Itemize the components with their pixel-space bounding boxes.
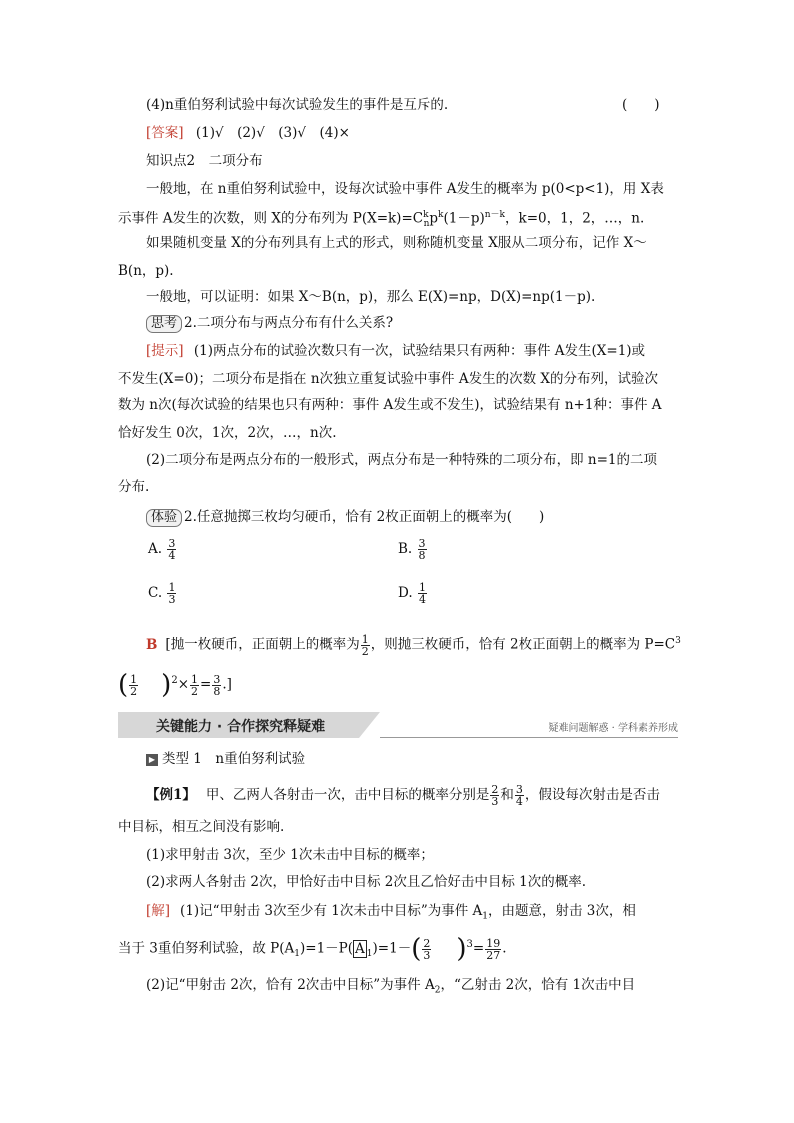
solution-frac-b bbox=[485, 938, 501, 961]
solution-sub-2: 1 bbox=[294, 949, 301, 960]
example-1-text-2: ，假设每次射击是否击 bbox=[524, 787, 660, 803]
answer-label: [答案] bbox=[146, 125, 184, 141]
example-fraction-2-num: 3 bbox=[515, 783, 523, 796]
experience-solution-sup: 3 bbox=[675, 636, 681, 646]
option-a-num: 3 bbox=[168, 537, 176, 550]
solution-equals: = bbox=[200, 676, 212, 693]
solution-fraction-1-den: 2 bbox=[361, 644, 369, 658]
solution-line-1 bbox=[146, 902, 636, 926]
solution-frac-b-num: 19 bbox=[486, 936, 501, 950]
section-title: 关键能力 · 合作探究释疑难 bbox=[156, 719, 326, 735]
kp2-paragraph-1b bbox=[118, 206, 644, 233]
solution-line-2 bbox=[118, 936, 507, 963]
solution-sub-3: 1 bbox=[366, 949, 373, 960]
kp2-paragraph-1a: 一般地，在 n重伯努利试验中，设每次试验中事件 A发生的概率为 p(0<p<1)，用 X表 bbox=[146, 181, 664, 197]
solution-fraction-4-num: 3 bbox=[213, 672, 221, 686]
solution-complement-a: A bbox=[355, 940, 365, 957]
solution-text-3b: ，“乙射击 2次，恰有 1次击中目 bbox=[440, 977, 636, 993]
think-text: 2.二项分布与两点分布有什么关系? bbox=[184, 315, 394, 331]
solution-sub-4: 2 bbox=[434, 985, 441, 996]
kp2-end: ，k=0，1，2，…，n. bbox=[505, 210, 645, 227]
section-divider bbox=[380, 737, 678, 738]
play-triangle-icon: ▶ bbox=[146, 754, 158, 766]
solution-end-dot: . bbox=[502, 940, 507, 957]
option-a-den: 4 bbox=[168, 549, 176, 562]
solution-text-2b: )=1－P( bbox=[300, 940, 354, 957]
hint-text-1: (1)两点分布的试验次数只有一次，试验结果只有两种：事件 A发生(X=1)或 bbox=[193, 343, 646, 359]
solution-fraction-2-den: 2 bbox=[130, 684, 138, 698]
option-c-num: 1 bbox=[168, 581, 176, 594]
type-1-heading bbox=[146, 750, 305, 768]
solution-text-3a: (2)记“甲射击 2次，恰有 2次击中目标”为事件 A bbox=[146, 977, 435, 993]
hint-line-3: 数为 n次(每次试验的结果也只有两种：事件 A发生或不发生)，试验结果有 n+1种：事件 A bbox=[118, 397, 662, 413]
solution-text-2a: 当于 3重伯努利试验，故 P(A bbox=[118, 940, 295, 957]
think-line bbox=[146, 314, 393, 333]
solution-fraction-4-den: 8 bbox=[213, 684, 221, 698]
option-b-num: 3 bbox=[418, 537, 426, 550]
kp2-paragraph-2a: 如果随机变量 X的分布列具有上式的形式，则称随机变量 X服从二项分布，记作 X～ bbox=[146, 235, 647, 251]
option-d-den: 4 bbox=[418, 593, 426, 606]
solution-sub-1: 1 bbox=[482, 911, 489, 922]
hint-line-1 bbox=[146, 342, 645, 360]
option-b-den: 8 bbox=[418, 549, 426, 562]
solution-fraction-1-num: 1 bbox=[361, 632, 369, 646]
solution-left-paren: ( bbox=[411, 934, 422, 964]
kp2-p: p bbox=[429, 210, 439, 227]
example-1-question-2: (2)求两人各射击 2次，甲恰好击中目标 2次且乙恰好击中目标 1次的概率. bbox=[146, 874, 587, 890]
option-c-key: C. bbox=[148, 585, 163, 601]
knowledge-point-heading: 知识点2 二项分布 bbox=[146, 153, 263, 169]
solution-label: [解] bbox=[146, 903, 171, 919]
option-a[interactable] bbox=[148, 538, 177, 561]
option-d[interactable] bbox=[398, 582, 428, 605]
question-4-paren: ( ) bbox=[622, 97, 660, 113]
solution-eq: = bbox=[472, 940, 485, 957]
answer-text: (1)√ (2)√ (3)√ (4)× bbox=[195, 125, 350, 141]
solution-text-2d: )=1－ bbox=[372, 940, 412, 957]
answer-line bbox=[146, 124, 350, 142]
experience-line bbox=[146, 508, 544, 527]
option-d-num: 1 bbox=[418, 581, 426, 594]
type-1-label: 类型 1 n重伯努利试验 bbox=[162, 751, 306, 767]
option-c-fraction bbox=[167, 582, 176, 605]
option-c-den: 3 bbox=[168, 593, 176, 606]
hint-line-6: 分布. bbox=[118, 479, 150, 495]
question-4-text: (4)n重伯努利试验中每次试验发生的事件是互斥的. bbox=[146, 97, 449, 113]
section-subtitle: 疑难问题解惑 · 学科素养形成 bbox=[548, 723, 678, 734]
option-b[interactable] bbox=[398, 538, 428, 561]
question-4 bbox=[146, 96, 448, 114]
right-paren: ) bbox=[161, 670, 172, 700]
example-fraction-1-num: 2 bbox=[491, 783, 499, 796]
solution-exp: 3 bbox=[466, 939, 473, 950]
option-c[interactable] bbox=[148, 582, 177, 605]
experience-solution-text-1: [抛一枚硬币，正面朝上的概率为 bbox=[165, 636, 360, 653]
left-paren: ( bbox=[118, 670, 129, 700]
example-1-line-1 bbox=[146, 784, 660, 807]
solution-text-1: (1)记“甲射击 3次至少有 1次未击中目标”为事件 A bbox=[180, 903, 483, 919]
example-fraction-2-den: 4 bbox=[515, 795, 523, 808]
solution-fraction-4 bbox=[212, 674, 221, 697]
experience-answer-key: B bbox=[146, 636, 158, 653]
experience-solution-line-2 bbox=[118, 672, 232, 698]
experience-text: 2.任意抛掷三枚均匀硬币，恰有 2枚正面朝上的概率为( ) bbox=[184, 509, 545, 525]
hint-line-5: (2)二项分布是两点分布的一般形式，两点分布是一种特殊的二项分布，即 n=1的二项 bbox=[146, 452, 658, 468]
hint-label: [提示] bbox=[146, 343, 184, 359]
experience-tag: 体验 bbox=[146, 509, 182, 527]
solution-text-1b: ，由题意，射击 3次，相 bbox=[488, 903, 636, 919]
solution-frac-a-den: 3 bbox=[423, 948, 431, 962]
solution-line-3 bbox=[146, 976, 635, 1000]
option-d-key: D. bbox=[398, 585, 413, 601]
example-1-text-1: 甲、乙两人各射击一次，击中目标的概率分别是 bbox=[205, 787, 490, 803]
kp2-paragraph-2b: B(n，p). bbox=[118, 263, 174, 279]
kp2-text: 示事件 A发生的次数，则 X的分布列为 P(X=k)=C bbox=[118, 210, 424, 227]
solution-multiply: × bbox=[177, 676, 189, 693]
solution-frac-a-num: 2 bbox=[423, 936, 431, 950]
option-b-fraction bbox=[418, 538, 427, 561]
option-a-key: A. bbox=[148, 541, 163, 557]
example-fraction-1 bbox=[490, 784, 499, 807]
kp2-sup: k bbox=[423, 210, 429, 220]
section-header-bar bbox=[118, 712, 678, 738]
experience-solution-line-1 bbox=[146, 632, 681, 657]
option-b-key: B. bbox=[398, 541, 413, 557]
solution-fraction-3-num: 1 bbox=[191, 672, 198, 686]
kp2-tail-sup: n－k bbox=[484, 210, 506, 220]
example-fraction-1-den: 3 bbox=[491, 795, 499, 808]
solution-right-paren: ) bbox=[456, 934, 467, 964]
think-tag: 思考 bbox=[146, 315, 182, 333]
option-d-fraction bbox=[418, 582, 427, 605]
solution-end: .] bbox=[222, 676, 232, 693]
kp2-p-sup: k bbox=[438, 210, 444, 220]
solution-fraction-3 bbox=[190, 674, 199, 697]
solution-frac-b-den: 27 bbox=[486, 948, 501, 962]
solution-fraction-3-den: 2 bbox=[191, 684, 198, 698]
solution-exponent: 2 bbox=[171, 675, 178, 686]
solution-fraction-1 bbox=[361, 634, 370, 657]
kp2-tail: (1－p) bbox=[443, 210, 485, 227]
example-1-tag: 【例1】 bbox=[146, 787, 196, 803]
kp2-paragraph-3: 一般地，可以证明：如果 X～B(n，p)，那么 E(X)=np，D(X)=np(1－p). bbox=[146, 289, 596, 305]
hint-line-4: 恰好发生 0次，1次，2次，…，n次. bbox=[118, 425, 337, 441]
option-a-fraction bbox=[167, 538, 176, 561]
solution-fraction-2-num: 1 bbox=[130, 672, 138, 686]
solution-frac-a bbox=[422, 938, 431, 961]
hint-line-2: 不发生(X=0)；二项分布是指在 n次独立重复试验中事件 A发生的次数 X的分布列，试验次 bbox=[118, 371, 658, 387]
solution-fraction-2 bbox=[129, 674, 138, 697]
example-1-question-1: (1)求甲射击 3次，至少 1次未击中目标的概率； bbox=[146, 847, 434, 863]
kp2-sub: n bbox=[423, 219, 430, 230]
example-fraction-2 bbox=[515, 784, 524, 807]
example-and: 和 bbox=[500, 787, 514, 803]
example-1-line-2: 中目标，相互之间没有影响. bbox=[118, 819, 285, 835]
experience-solution-text-2: ，则抛三枚硬币，恰有 2枚正面朝上的概率为 P=C bbox=[370, 636, 676, 653]
